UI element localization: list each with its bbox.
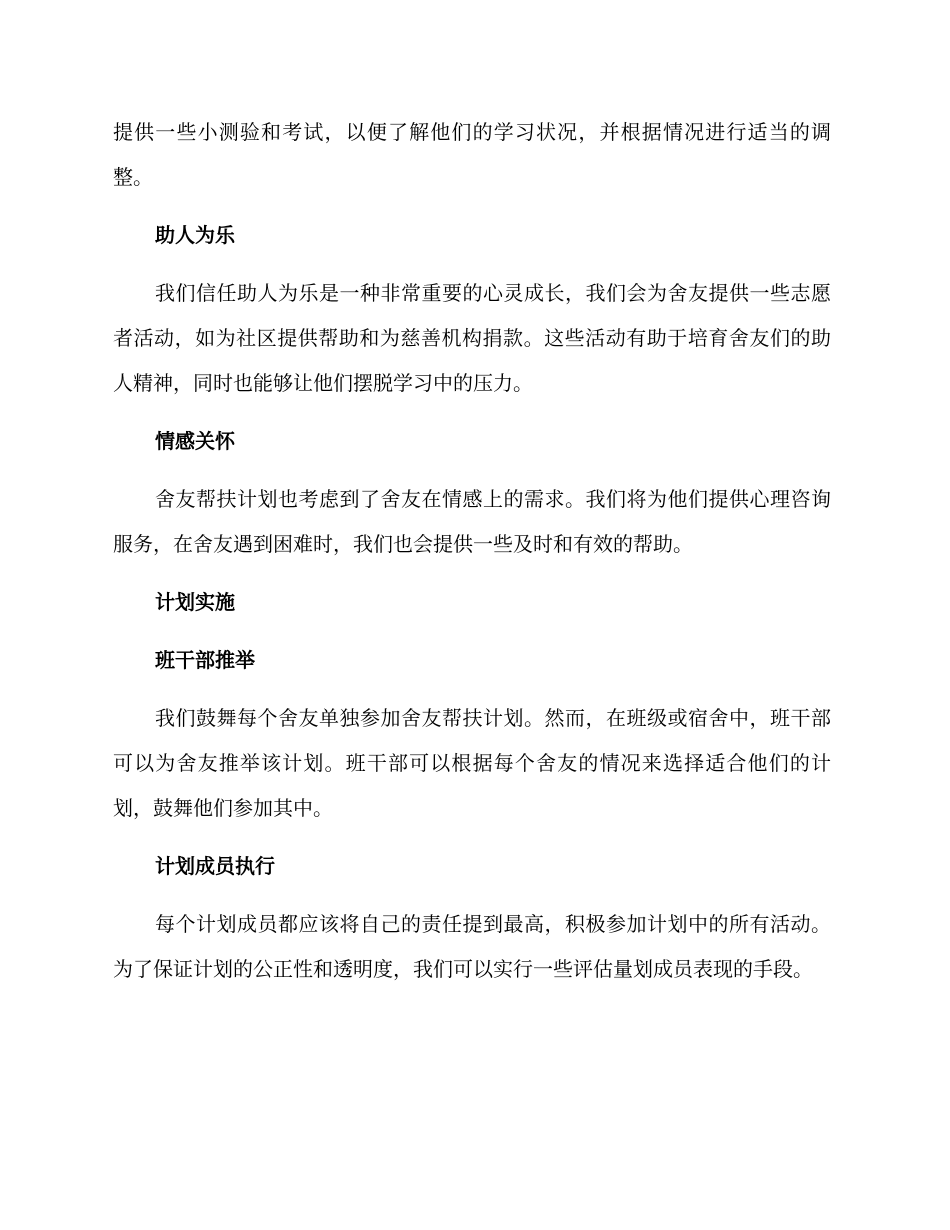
paragraph-emotional-care: 舍友帮扶计划也考虑到了舍友在情感上的需求。我们将为他们提供心理咨询服务，在舍友遇到困难时，我们也会提供一些及时和有效的帮助。: [113, 487, 831, 556]
heading-plan-implementation: 计划实施: [155, 590, 235, 614]
heading-member-execution: 计划成员执行: [155, 854, 275, 878]
paragraph-helping-others: 我们信任助人为乐是一种非常重要的心灵成长，我们会为舍友提供一些志愿者活动，如为社区提供帮助和为慈善机构捐款。这些活动有助于培育舍友们的助人精神，同时也能够让他们摆脱学习中的压力。: [113, 281, 831, 395]
paragraph-member-execution: 每个计划成员都应该将自己的责任提到最高，积极参加计划中的所有活动。为了保证计划的公正性和透明度，我们可以实行一些评估量划成员表现的手段。: [113, 912, 831, 981]
document-body: [113, 110, 831, 992]
heading-class-cadre-recommendation: 班干部推举: [155, 648, 255, 672]
paragraph-class-cadre-recommendation: 我们鼓舞每个舍友单独参加舍友帮扶计划。然而，在班级或宿舍中，班干部可以为舍友推举该计划。班干部可以根据每个舍友的情况来选择适合他们的计划，鼓舞他们参加其中。: [113, 706, 831, 820]
heading-emotional-care: 情感关怀: [155, 429, 235, 453]
heading-helping-others: 助人为乐: [155, 223, 235, 247]
paragraph-quiz-adjustment: 提供一些小测验和考试，以便了解他们的学习状况，并根据情况进行适当的调整。: [113, 120, 831, 189]
